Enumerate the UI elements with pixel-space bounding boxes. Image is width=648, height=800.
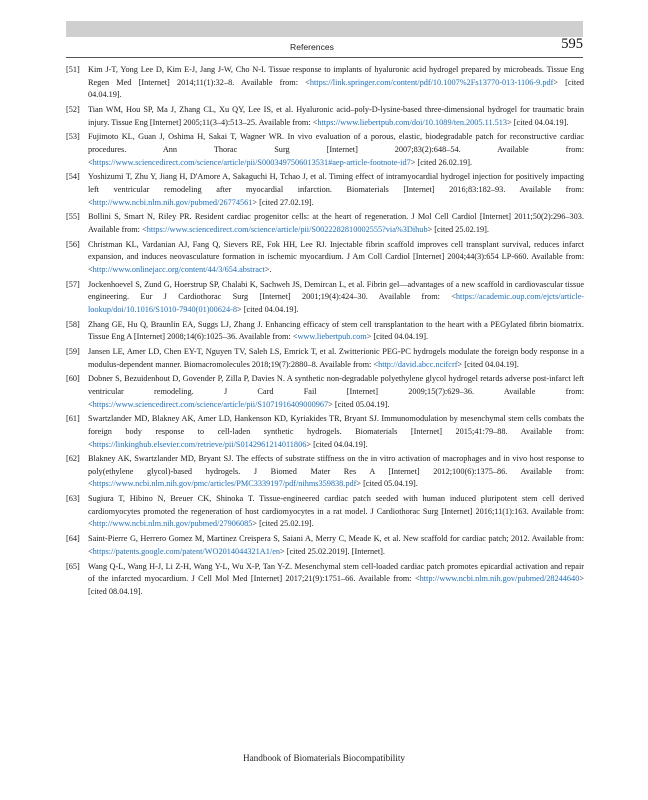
reference-citation: Sugiura T, Hibino N, Breuer CK, Shinoka T. Tissue-engineered cardiac patch seeded with human induced pluripotent stem cell derived cardiomyocytes promoted the regeneration of host cardiomyocytes in a rat model. J Cardiothorac Surg [Internet] 2016;11(1):163. Available from: < xyxy=(88,494,584,529)
reference-number: [56] xyxy=(66,239,80,249)
reference-link[interactable]: http://www.ncbi.nlm.nih.gov/pubmed/27906085 xyxy=(92,519,253,529)
reference-number: [55] xyxy=(66,212,80,222)
reference-entry xyxy=(66,171,584,209)
reference-entry xyxy=(66,413,584,451)
reference-entry xyxy=(66,453,584,491)
reference-text xyxy=(88,533,584,558)
reference-number: [63] xyxy=(66,494,80,504)
header-bar xyxy=(66,21,583,37)
reference-link[interactable]: http://www.ncbi.nlm.nih.gov/pubmed/28244640 xyxy=(419,574,580,584)
reference-entry xyxy=(66,131,584,169)
reference-cited-date: > [cited 04.04.19]. xyxy=(237,304,299,314)
reference-citation: Zhang GE, Hu Q, Braunlin EA, Suggs LJ, Zhang J. Enhancing efficacy of stem cell transplantation to the heart with a PEGylated fibrin biomatrix. Tissue Eng A [Internet] 2008;14(6):1025–36. Available from: < xyxy=(88,319,584,342)
page-number: 595 xyxy=(561,36,583,52)
reference-link[interactable]: https://www.liebertpub.com/doi/10.1089/ten.2005.11.513 xyxy=(317,117,508,127)
reference-number: [54] xyxy=(66,172,80,182)
reference-citation: Fujimoto KL, Guan J, Oshima H, Sakai T, Wagner WR. In vivo evaluation of a porous, elastic, biodegradable patch for reconstructive cardiac procedures. Ann Thorac Surg [Internet] 2007;83(2):648–54. Available from: < xyxy=(88,132,584,167)
reference-link[interactable]: https://patents.google.com/patent/WO2014044321A1/en xyxy=(92,546,280,556)
reference-entry xyxy=(66,493,584,531)
book-title-footer: Handbook of Biomaterials Biocompatibility xyxy=(242,753,406,763)
reference-citation: Tian WM, Hou SP, Ma J, Zhang CL, Xu QY, Lee IS, et al. Hyaluronic acid–poly-D-lysine-based three-dimensional hydrogel for traumatic brain injury. Tissue Eng [Internet] 2005;11(3–4):513–25. Available from: < xyxy=(88,104,584,127)
reference-citation: Bollini S, Smart N, Riley PR. Resident cardiac progenitor cells: at the heart of regeneration. J Mol Cell Cardiol [Internet] 2011;50(2):296–303. Available from: < xyxy=(88,212,584,234)
reference-text xyxy=(88,131,584,169)
reference-number: [57] xyxy=(66,279,80,289)
reference-text xyxy=(88,239,584,277)
reference-number: [60] xyxy=(66,374,80,384)
reference-cited-date: > [cited 04.04.19]. xyxy=(306,439,368,449)
reference-cited-date: > [cited 08.04.19]. xyxy=(88,574,584,596)
reference-link[interactable]: http://www.onlinejacc.org/content/44/3/654.abstract xyxy=(92,264,265,274)
reference-number: [64] xyxy=(66,534,80,544)
reference-text xyxy=(88,373,584,411)
reference-text xyxy=(88,319,584,344)
reference-citation: Yoshizumi T, Zhu Y, Jiang H, D'Amore A, Sakaguchi H, Tchao J, et al. Timing effect of intramyocardial hydrogel injection for positively impacting left ventricular remodeling after myocardial infarction. Biomaterials [Internet] 2016;83:182–93. Available from: < xyxy=(88,172,584,207)
reference-text xyxy=(88,493,584,531)
reference-link[interactable]: https://link.springer.com/content/pdf/10.1007%2Fs13770-013-1106-9.pdf xyxy=(309,77,554,87)
reference-cited-date: > [cited 25.02.19]. xyxy=(252,519,314,529)
reference-number: [51] xyxy=(66,65,80,74)
reference-cited-date: > [cited 05.04.19]. xyxy=(328,399,390,409)
reference-citation: Kim J-T, Yong Lee D, Kim E-J, Jang J-W, Cho N-I. Tissue response to implants of hyaluronic acid hydrogel prepared by microbeads. Tissue Eng Regen Med [Internet] 2014;11(1):32–8. Available from: < xyxy=(88,65,584,87)
reference-cited-date: > [cited 25.02.19]. xyxy=(427,224,489,234)
reference-cited-date: > [cited 04.04.19]. xyxy=(507,117,569,127)
reference-citation: Swartzlander MD, Blakney AK, Amer LD, Hankenson KD, Kyriakides TR, Bryant SJ. Immunomodulation by mesenchymal stem cells combats the foreign body response to cell-laden synthetic hydrogels. Biomaterials [Internet] 2015;41:79–88. Available from: < xyxy=(88,414,584,449)
reference-cited-date: > [cited 05.04.19]. xyxy=(356,479,418,489)
reference-citation: Saint-Pierre G, Herrero Gomez M, Martinez Creispera S, Saiani A, Merry C, Meade K, et al. New scaffold for cardiac patch; 2012. Available from: < xyxy=(88,534,584,556)
reference-entry xyxy=(66,239,584,277)
reference-cited-date: > [cited 25.02.2019]. [Internet]. xyxy=(280,546,385,556)
reference-link[interactable]: https://academic.oup.com/ejcts/article-lookup/doi/10.1016/S1010-7940(01)00624-8 xyxy=(88,292,584,314)
reference-list xyxy=(66,64,584,601)
reference-entry xyxy=(66,533,584,558)
reference-link[interactable]: https://linkinghub.elsevier.com/retrieve/pii/S0142961214011806 xyxy=(92,439,307,449)
reference-cited-date: > [cited 27.02.19]. xyxy=(252,197,314,207)
reference-number: [59] xyxy=(66,346,80,356)
reference-link[interactable]: https://www.sciencedirect.com/science/article/pii/S1071916409000967 xyxy=(92,399,329,409)
reference-entry xyxy=(66,211,584,236)
reference-entry xyxy=(66,561,584,599)
reference-citation: Jansen LE, Amer LD, Chen EY-T, Nguyen TV, Saleh LS, Emrick T, et al. Zwitterionic PEG-PC hydrogels modulate the foreign body response in a modulus-dependent manner. Biomacromolecules 2018;19(7):2880–8. Available from: < xyxy=(88,346,584,369)
reference-entry xyxy=(66,279,584,317)
reference-cited-date: > [cited 26.02.19]. xyxy=(410,157,473,167)
reference-citation: Christman KL, Vardanian AJ, Fang Q, Sievers RE, Fok HH, Lee RJ. Injectable fibrin scaffold improves cell transplant survival, reduces infarct expansion, and induces neovasculature formation in ischemic myocardium. J Am Coll Cardiol [Internet] 2004;44(3):654 LP-660. Available from: < xyxy=(88,239,584,274)
reference-number: [62] xyxy=(66,454,80,464)
header-rule xyxy=(66,57,583,58)
reference-text xyxy=(88,104,584,129)
reference-link[interactable]: https://www.sciencedirect.com/science/article/pii/S0022282810002555?via%3Dihub xyxy=(146,224,428,234)
reference-text xyxy=(88,346,584,371)
reference-citation: Wang Q-L, Wang H-J, Li Z-H, Wang Y-L, Wu X-P, Tan Y-Z. Mesenchymal stem cell-loaded cardiac patch promotes epicardial activation and repair of the infarcted myocardium. J Cell Mol Med [Internet] 2017;21(9):1751–66. Available from: < xyxy=(88,561,584,584)
reference-number: [65] xyxy=(66,561,80,571)
reference-cited-date: > [cited 04.04.19]. xyxy=(88,77,584,100)
reference-text xyxy=(88,453,584,491)
reference-citation: Blakney AK, Swartzlander MD, Bryant SJ. The effects of substrate stiffness on the in vitro activation of macrophages and in vivo host response to poly(ethylene glycol)-based hydrogels. J Biomed Mater Res A [Internet] 2012;100(6):1375–86. Available from: < xyxy=(88,454,584,489)
reference-text xyxy=(88,211,584,236)
reference-citation: Jockenhoevel S, Zund G, Hoerstrup SP, Chalabi K, Sachweh JS, Demircan L, et al. Fibrin gel—advantages of a new scaffold in cardiovascular tissue engineering. Eur J Cardiothorac Surg [Internet] 2001;19(4):424–30. Available from: < xyxy=(88,279,584,302)
reference-cited-date: >. xyxy=(264,264,272,274)
reference-entry xyxy=(66,319,584,344)
running-head: References xyxy=(290,42,334,52)
reference-cited-date: > [cited 04.04.19]. xyxy=(366,332,429,342)
reference-entry xyxy=(66,64,584,102)
reference-entry xyxy=(66,346,584,371)
reference-link[interactable]: https://www.ncbi.nlm.nih.gov/pmc/articles/PMC3339197/pdf/nihms359838.pdf xyxy=(92,479,357,489)
reference-text xyxy=(88,171,584,209)
reference-number: [58] xyxy=(66,319,80,329)
reference-text xyxy=(88,64,584,102)
reference-link[interactable]: http://david.abcc.ncifcrf xyxy=(378,359,458,369)
reference-cited-date: > [cited 04.04.19]. xyxy=(457,359,519,369)
reference-entry xyxy=(66,104,584,129)
reference-link[interactable]: www.liebertpub.com xyxy=(297,332,367,342)
reference-number: [52] xyxy=(66,104,80,114)
reference-entry xyxy=(66,373,584,411)
reference-number: [61] xyxy=(66,414,80,424)
reference-citation: Dobner S, Bezuidenhout D, Govender P, Zilla P, Davies N. A synthetic non-degradable polyethylene glycol hydrogel retards adverse post-infarct left ventricular remodeling. J Card Fail [Internet] 2009;15(7):629–36. Available from: < xyxy=(88,374,584,409)
reference-link[interactable]: http://www.ncbi.nlm.nih.gov/pubmed/26774561 xyxy=(92,197,253,207)
reference-number: [53] xyxy=(66,132,80,142)
reference-link[interactable]: https://www.sciencedirect.com/science/article/pii/S0003497506013531#aep-article-footnote-id7 xyxy=(92,157,411,167)
reference-text xyxy=(88,279,584,317)
reference-text xyxy=(88,413,584,451)
reference-text xyxy=(88,561,584,599)
